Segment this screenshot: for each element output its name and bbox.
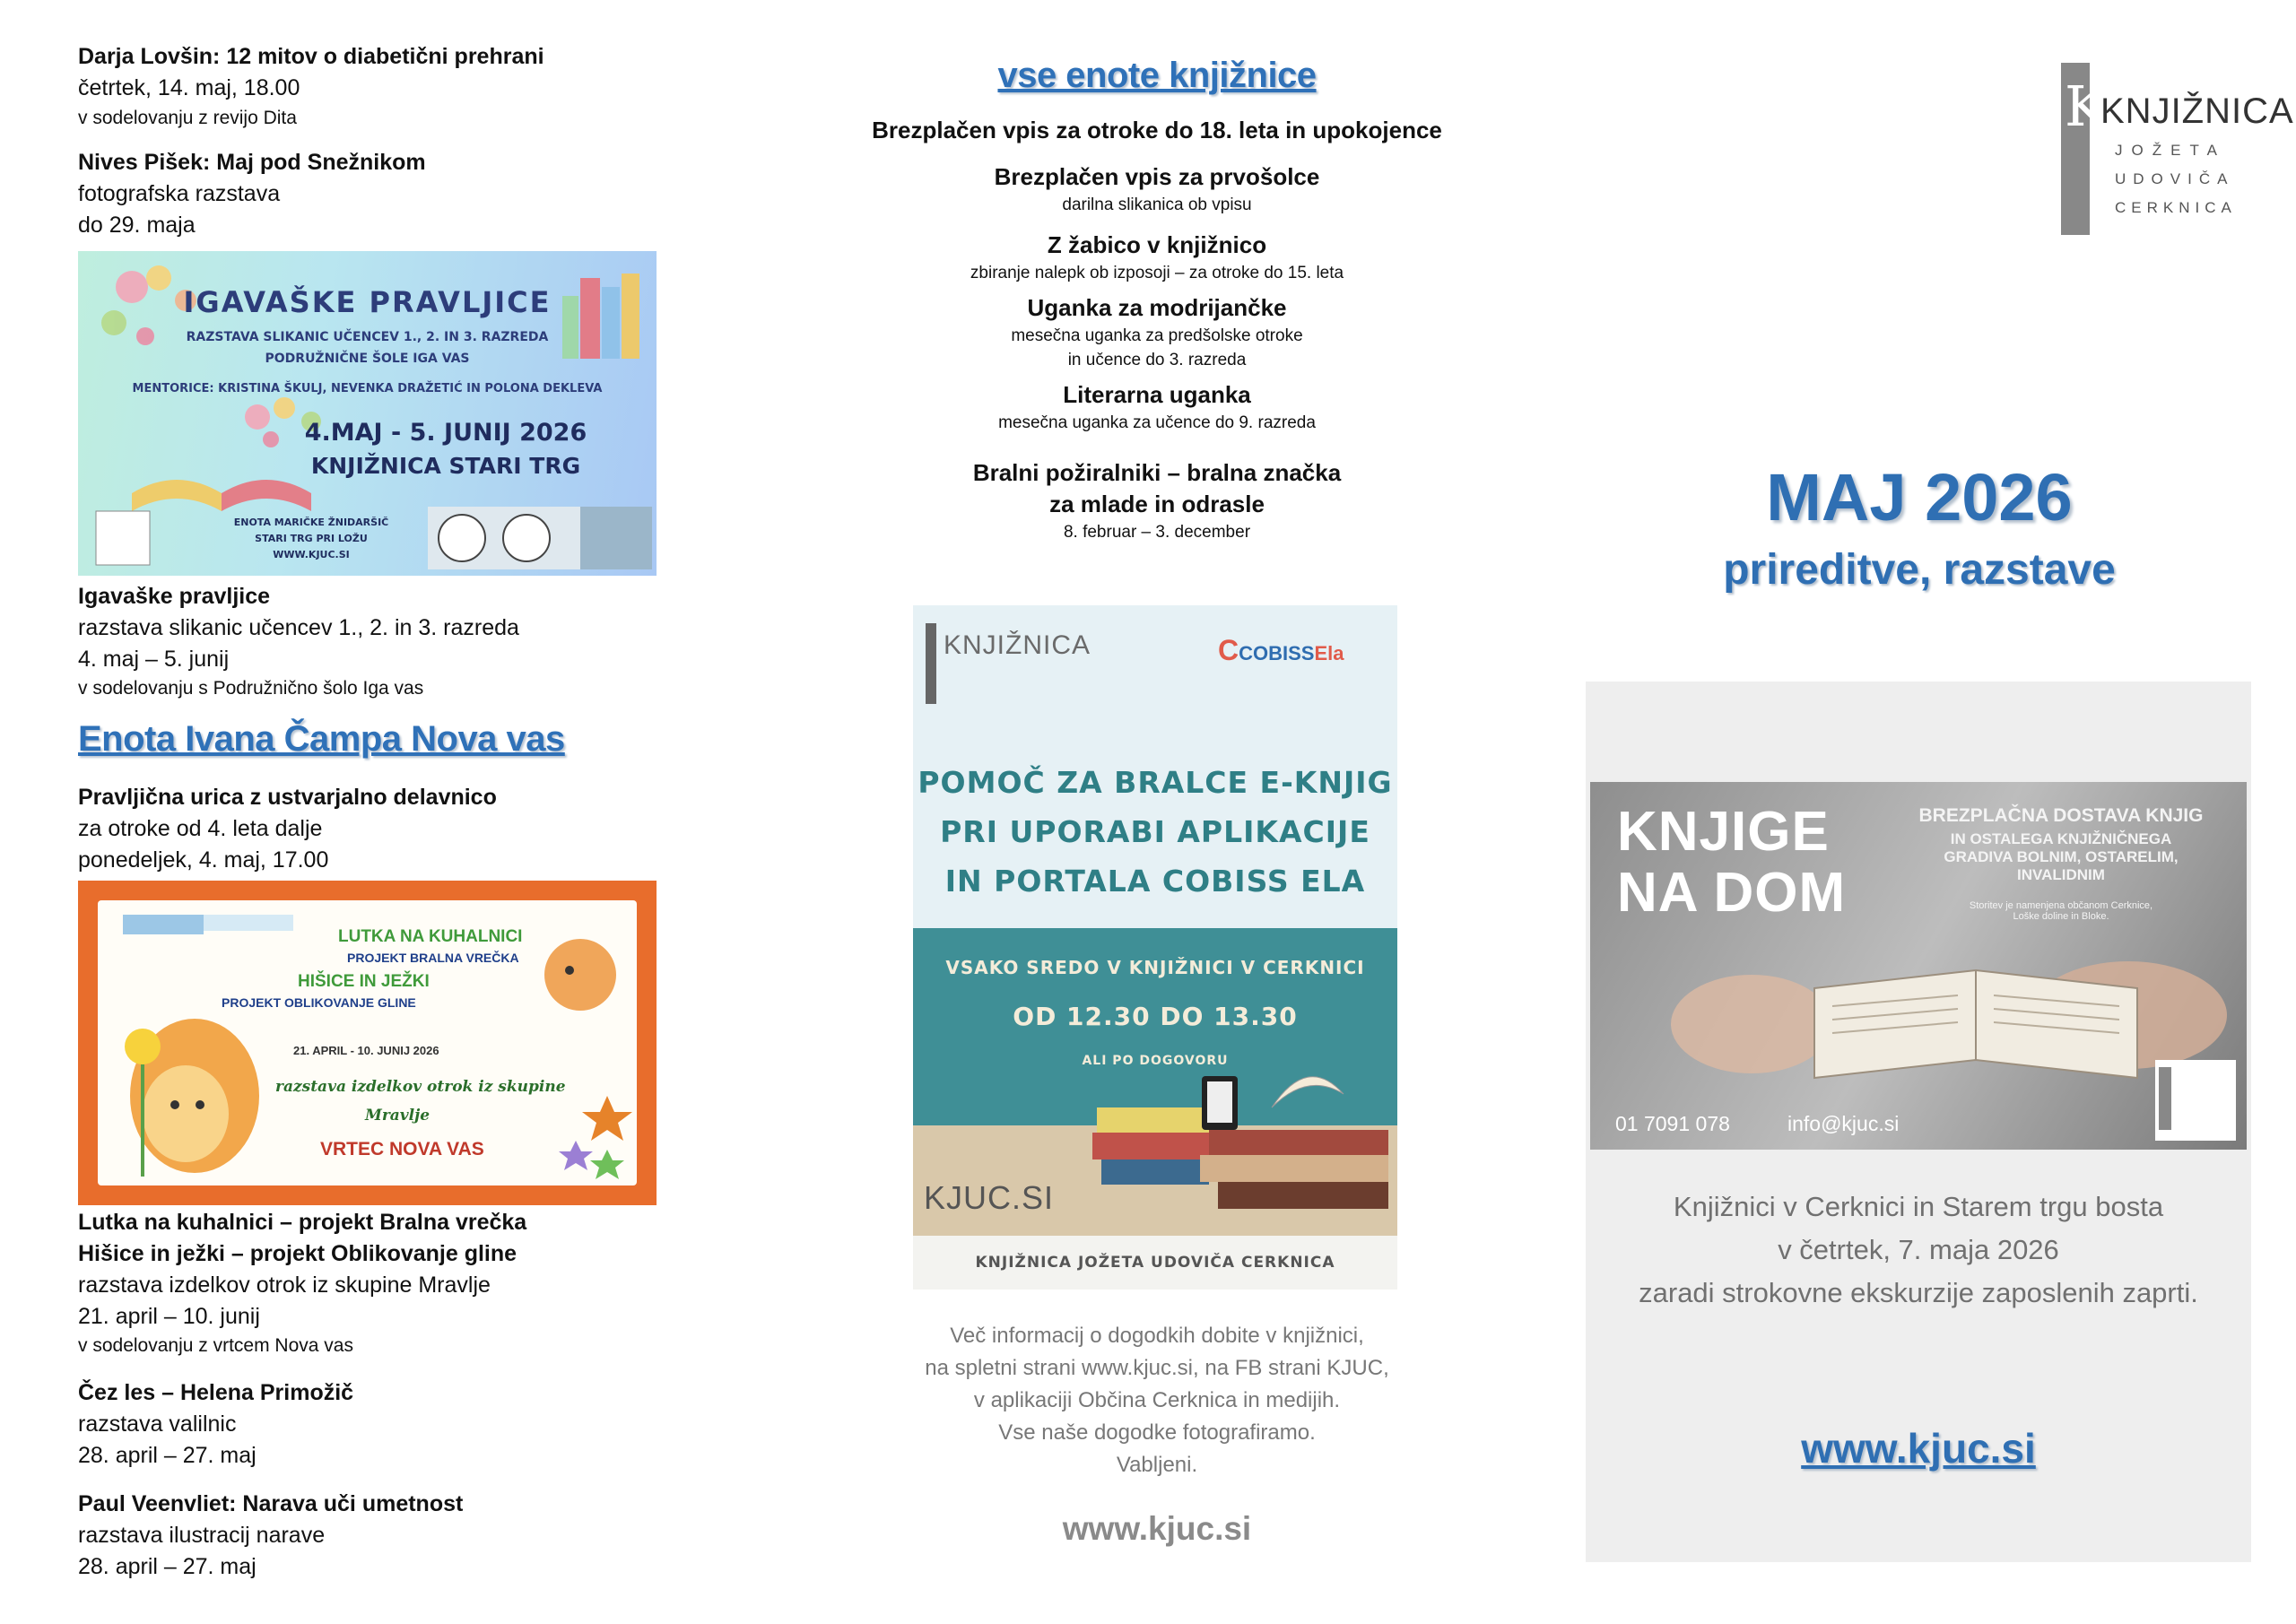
event-desc: za otroke od 4. leta dalje <box>78 816 323 841</box>
offer-sub: mesečna uganka za učence do 9. razreda <box>998 413 1316 432</box>
photo-phone: 01 7091 078 <box>1615 1112 1730 1135</box>
event-desc: razstava izdelkov otrok iz skupine Mravlje <box>78 1272 491 1298</box>
poster-heading: PRI UPORABI APLIKACIJE <box>940 814 1370 849</box>
poster-line: VRTEC NOVA VAS <box>320 1139 484 1159</box>
poster-line: 21. APRIL - 10. JUNIJ 2026 <box>293 1044 439 1057</box>
cobiss-ela-logo <box>1218 634 1344 667</box>
section-heading: vse enote knjižnice <box>997 56 1317 95</box>
books-at-home-photo <box>1590 782 2247 1150</box>
event-desc: razstava ilustracij narave <box>78 1523 326 1548</box>
poster-line: Mravlje <box>365 1107 430 1125</box>
logo-line: CERKNICA <box>2115 199 2237 216</box>
photo-text-line: Loške doline in Bloke. <box>2013 911 2109 922</box>
photo-text-line: BREZPLAČNA DOSTAVA KNJIG <box>1918 805 2204 826</box>
offer-sub: darilna slikanica ob vpisu <box>1062 195 1252 214</box>
offer-title: Z žabico v knjižnico <box>1047 231 1267 258</box>
event-title: Darja Lovšin: 12 mitov o diabetični prehrani <box>78 44 544 69</box>
poster-footer: WWW.KJUC.SI <box>273 549 350 560</box>
ela-label: Ela <box>1314 642 1344 664</box>
poster-line: razstava izdelkov otrok iz skupine <box>275 1078 566 1096</box>
offer-list <box>843 115 1471 544</box>
event-date: 28. april – 27. maj <box>78 1554 257 1579</box>
info-line: Vabljeni. <box>1116 1453 1198 1477</box>
library-logo <box>2061 63 2294 235</box>
poster-schedule: ALI PO DOGOVORU <box>1082 1054 1229 1068</box>
event-date: 21. april – 10. junij <box>78 1304 260 1329</box>
photo-email: info@kjuc.si <box>1787 1112 1900 1135</box>
logo-line: JOŽETA <box>2115 142 2226 159</box>
poster-line: PROJEKT BRALNA VREČKA <box>347 951 519 965</box>
poster-line: PROJEKT OBLIKOVANJE GLINE <box>222 995 416 1010</box>
cobiss-label: COBISS <box>1239 642 1315 664</box>
poster-title: IGAVAŠKE PRAVLJICE <box>183 285 552 319</box>
poster-line: LUTKA NA KUHALNICI <box>338 927 523 946</box>
offer-title: Literarna uganka <box>1063 381 1251 408</box>
closure-notice <box>1586 1185 2251 1315</box>
website-link[interactable]: www.kjuc.si <box>1062 1510 1252 1547</box>
poster-heading: POMOČ ZA BRALCE E-KNJIG <box>918 765 1393 800</box>
event-title: Nives Pišek: Maj pod Snežnikom <box>78 150 426 175</box>
info-line: Več informacij o dogodkih dobite v knjižnici, <box>950 1324 1364 1348</box>
offer-title: Bralni požiralniki – bralna značka <box>972 459 1342 486</box>
event-title: Pravljična urica z ustvarjalno delavnico <box>78 785 497 810</box>
poster-dates: 4.MAJ - 5. JUNIJ 2026 <box>304 419 587 447</box>
offer-title: Brezplačen vpis za prvošolce <box>994 163 1320 190</box>
poster-schedule: VSAKO SREDO V KNJIŽNICI V CERKNICI <box>945 957 1365 978</box>
poster-schedule: OD 12.30 DO 13.30 <box>1013 1002 1298 1031</box>
photo-text <box>1886 805 2236 922</box>
info-line: v aplikaciji Občina Cerknica in medijih. <box>973 1388 1341 1412</box>
poster-line: PODRUŽNIČNE ŠOLE IGA VAS <box>265 352 470 366</box>
unit-heading: Enota Ivana Čampa Nova vas <box>78 719 565 759</box>
closure-line: zaradi strokovne ekskurzije zaposlenih zaprti. <box>1639 1277 2198 1308</box>
library-logo: KNJIŽNICA <box>944 630 1091 660</box>
offer-sub: in učence do 3. razreda <box>1067 351 1247 369</box>
closure-line: v četrtek, 7. maja 2026 <box>1778 1234 2059 1265</box>
poster-place: KNJIŽNICA STARI TRG <box>310 453 581 479</box>
logo-wordmark: KNJIŽNICA <box>2100 91 2294 131</box>
event-desc: razstava slikanic učencev 1., 2. in 3. razreda <box>78 615 519 640</box>
poster-line: RAZSTAVA SLIKANIC UČENCEV 1., 2. IN 3. RAZREDA <box>186 330 549 344</box>
event-title: Hišice in ježki – projekt Oblikovanje gline <box>78 1241 517 1266</box>
event-desc: razstava valilnic <box>78 1411 237 1437</box>
event-note: v sodelovanju s Podružnično šolo Iga vas <box>78 678 424 699</box>
month-title: MAJ 2026 <box>1766 460 2073 534</box>
poster-footer: STARI TRG PRI LOŽU <box>255 533 368 544</box>
event-date: četrtek, 14. maj, 18.00 <box>78 75 300 100</box>
event-date: 4. maj – 5. junij <box>78 647 230 672</box>
photo-text-line: GRADIVA BOLNIM, OSTARELIM, <box>1944 848 2179 865</box>
photo-headline-line: NA DOM <box>1617 862 1847 924</box>
photo-text-line: IN OSTALEGA KNJIŽNIČNEGA <box>1950 830 2172 847</box>
cobiss-ela-poster <box>913 605 1397 1290</box>
offer-sub: zbiranje nalepk ob izposoji – za otroke do 15. leta <box>970 264 1344 282</box>
event-title: Čez les – Helena Primožič <box>78 1380 354 1405</box>
info-text <box>843 1320 1471 1481</box>
offer-title: Brezplačen vpis za otroke do 18. leta in upokojence <box>872 117 1442 143</box>
info-line: Vse naše dogodke fotografiramo. <box>998 1420 1316 1445</box>
photo-text-line: Storitev je namenjena občanom Cerknice, <box>1969 900 2153 911</box>
info-line: na spletni strani www.kjuc.si, na FB strani KJUC, <box>925 1356 1389 1380</box>
offer-title: za mlade in odrasle <box>1049 491 1265 517</box>
photo-headline-line: KNJIGE <box>1617 801 1830 863</box>
info-panel <box>1586 682 2251 1562</box>
event-note: v sodelovanju z vrtcem Nova vas <box>78 1335 353 1356</box>
poster-footer: KNJIŽNICA JOŽETA UDOVIČA CERKNICA <box>975 1254 1335 1272</box>
photo-headline <box>1617 802 1846 924</box>
event-title: Lutka na kuhalnici – projekt Bralna vrečka <box>78 1210 527 1235</box>
event-date: ponedeljek, 4. maj, 17.00 <box>78 847 329 873</box>
event-desc: fotografska razstava <box>78 181 281 206</box>
website-link[interactable]: www.kjuc.si <box>1801 1425 2036 1472</box>
poster-line: HIŠICE IN JEŽKI <box>298 972 430 991</box>
vrtec-poster <box>78 881 657 1205</box>
poster-line: MENTORICE: KRISTINA ŠKULJ, NEVENKA DRAŽETIĆ IN POLONA DEKLEVA <box>132 382 603 395</box>
offer-sub: mesečna uganka za predšolske otroke <box>1011 326 1303 345</box>
closure-line: Knjižnici v Cerknici in Starem trgu bosta <box>1673 1191 2164 1222</box>
logo-letter: K <box>2065 74 2107 139</box>
photo-text-line: INVALIDNIM <box>2017 866 2105 883</box>
event-date: do 29. maja <box>78 213 196 238</box>
poster-footer: ENOTA MARIČKE ŽNIDARŠIČ <box>233 517 389 528</box>
event-date: 28. april – 27. maj <box>78 1443 257 1468</box>
month-subtitle: prireditve, razstave <box>1723 546 2116 594</box>
offer-title: Uganka za modrijančke <box>1027 294 1287 321</box>
poster-heading: IN PORTALA COBISS ELA <box>944 864 1366 899</box>
event-title: Igavaške pravljice <box>78 584 271 609</box>
logo-line: UDOVIČA <box>2115 170 2235 187</box>
offer-sub: 8. februar – 3. december <box>1063 523 1251 542</box>
poster-kjuc: KJUC.SI <box>924 1179 1055 1216</box>
event-note: v sodelovanju z revijo Dita <box>78 108 297 128</box>
event-title: Paul Veenvliet: Narava uči umetnost <box>78 1491 464 1516</box>
igavaske-pravljice-poster <box>78 251 657 576</box>
cobiss-icon: C <box>1218 634 1239 666</box>
